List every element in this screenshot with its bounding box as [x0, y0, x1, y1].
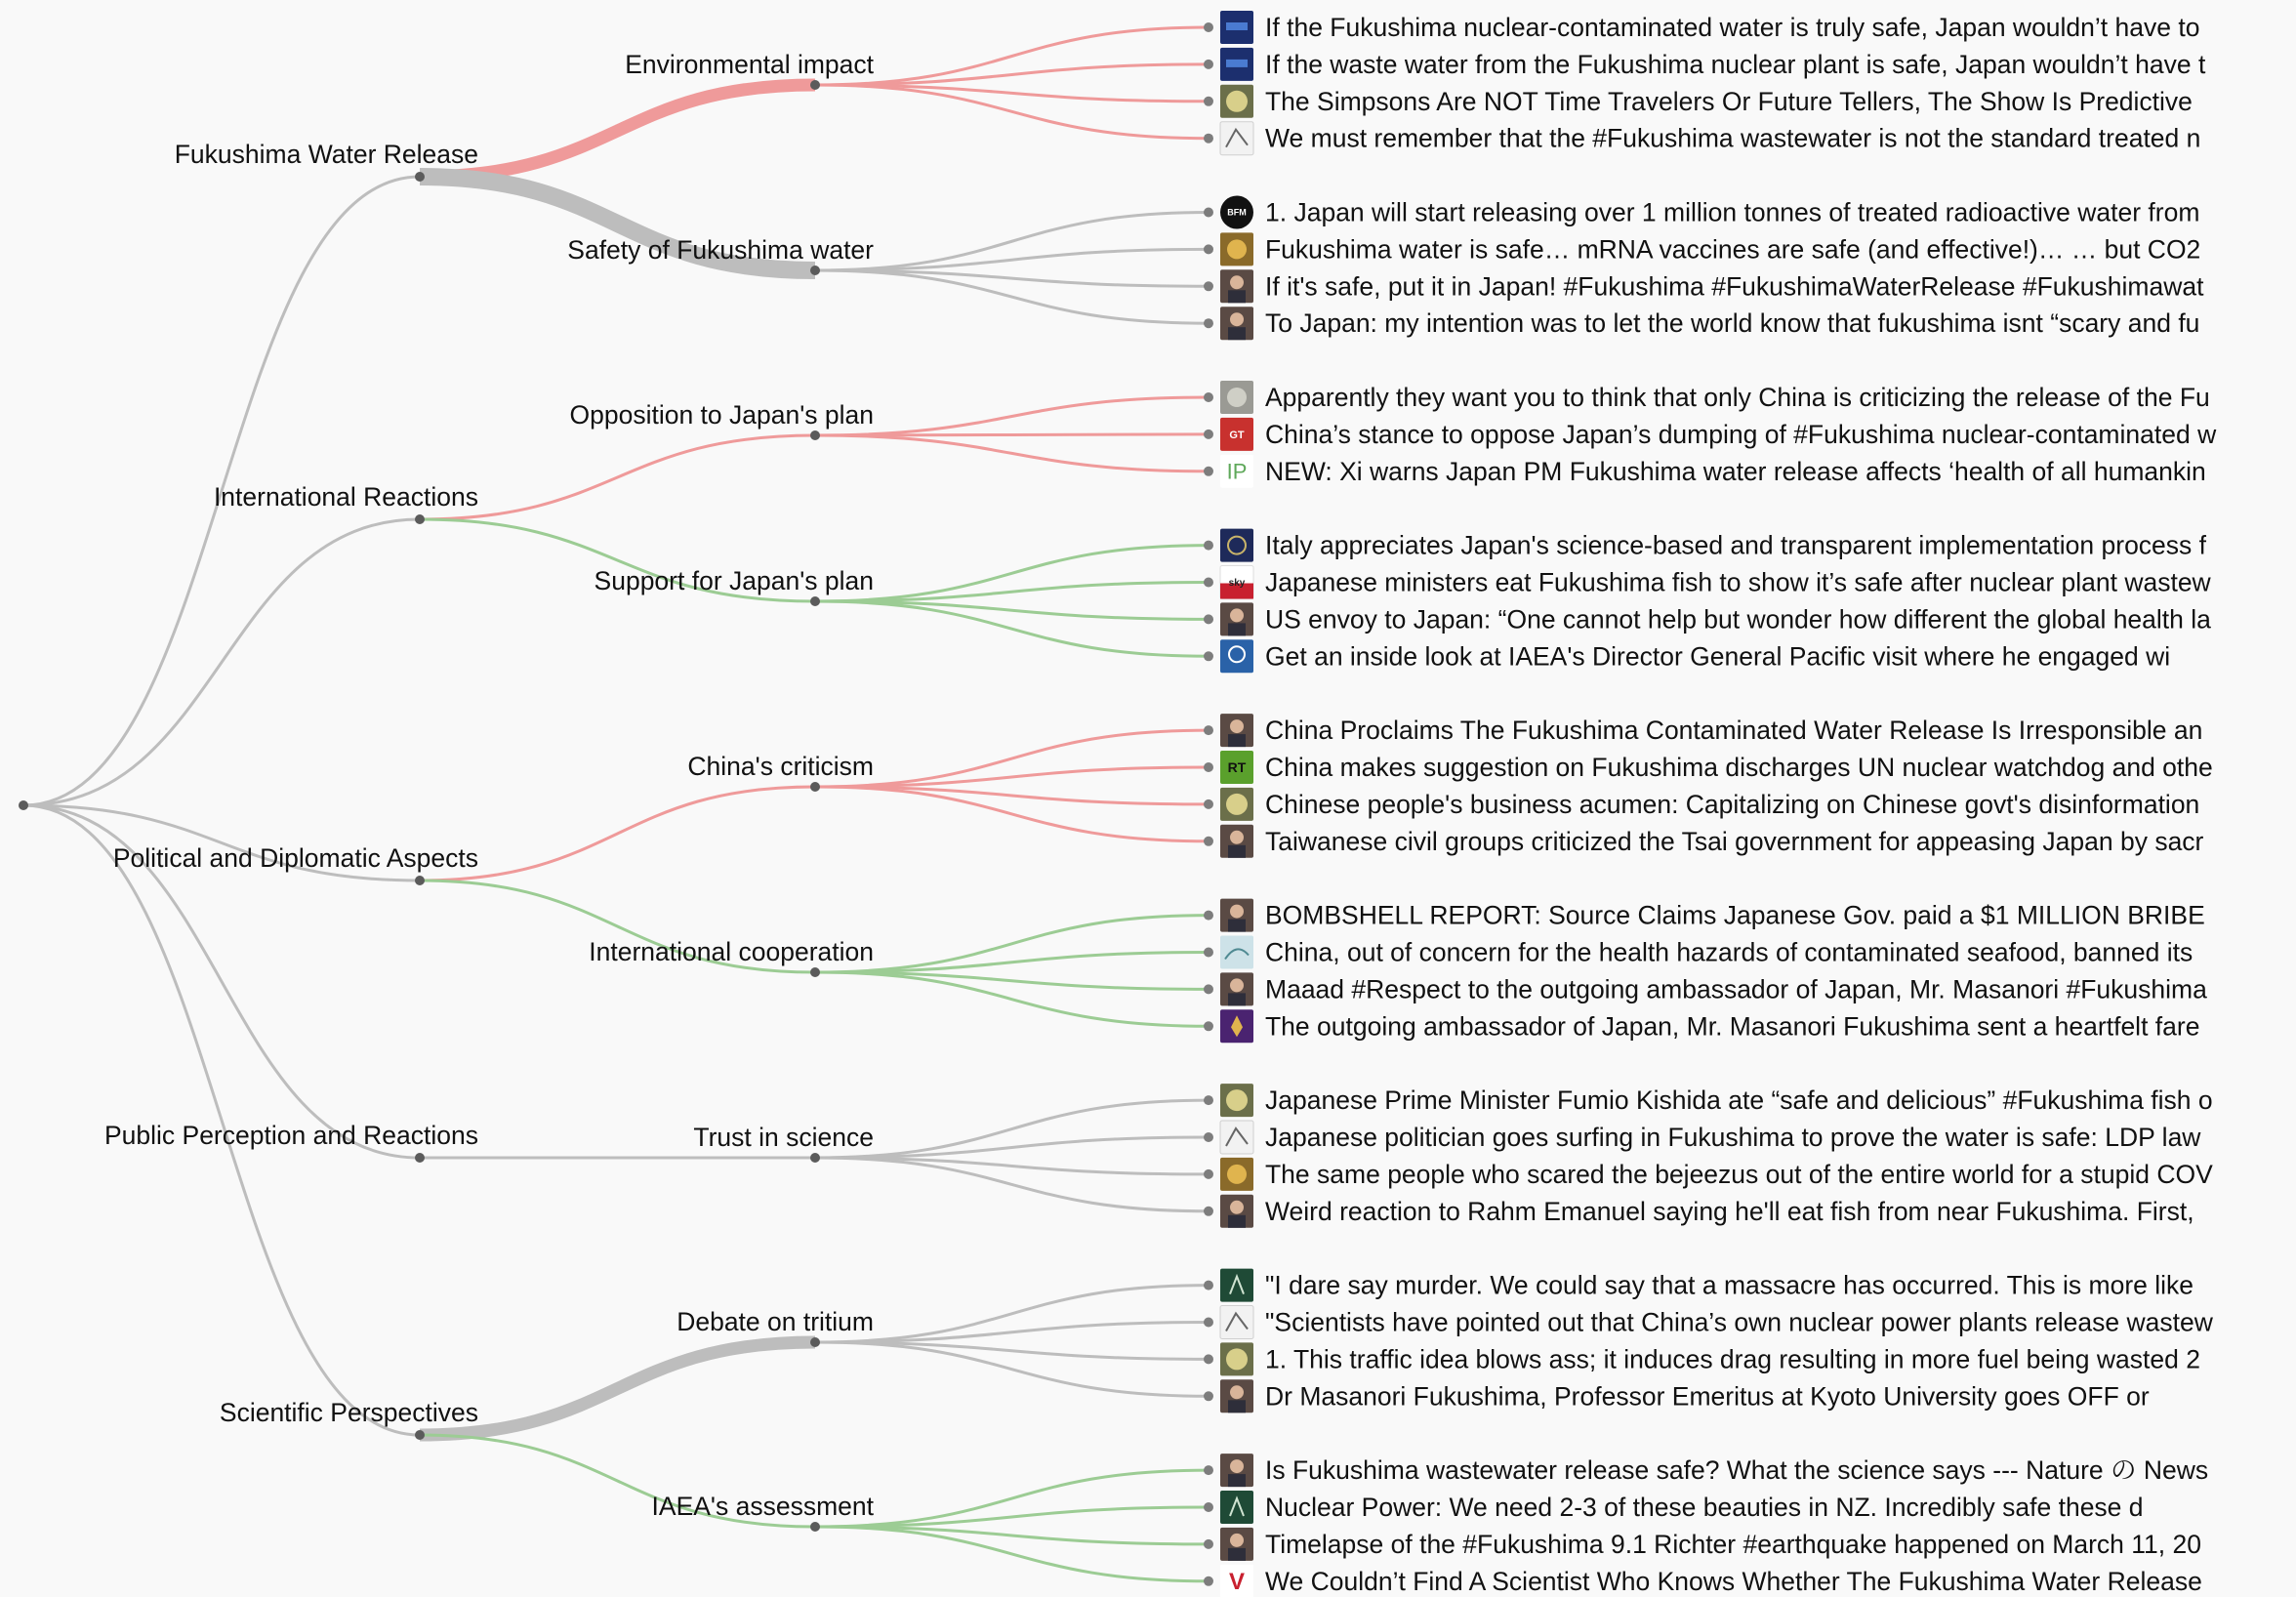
topic-node [810, 596, 820, 606]
post-avatar-map-thumb[interactable] [1220, 936, 1253, 969]
post-text[interactable]: The outgoing ambassador of Japan, Mr. Masanori Fukushima sent a heartfelt fare [1265, 1011, 2200, 1042]
post-avatar-portrait-thumb[interactable] [1220, 1195, 1253, 1228]
link-leaf [815, 27, 1209, 85]
post-avatar-iaea-logo[interactable] [1220, 639, 1253, 673]
post-text[interactable]: NEW: Xi warns Japan PM Fukushima water release affects ‘health of all humankin [1265, 456, 2206, 486]
post-text[interactable]: Fukushima water is safe… mRNA vaccines are safe (and effective!)… … but CO2 [1265, 234, 2201, 265]
category-label-public-perception-and-reactions: Public Perception and Reactions [103, 1121, 478, 1150]
post-avatar-sketch-thumb[interactable] [1220, 1121, 1253, 1154]
leaf-node [1204, 1502, 1213, 1512]
category-node [415, 1430, 425, 1440]
topic-label-trust-in-science: Trust in science [693, 1123, 874, 1152]
leaf-node [1204, 60, 1213, 69]
leaf-node [1204, 22, 1213, 32]
post-avatar-cartoon-thumb[interactable] [1220, 1084, 1253, 1117]
leaf-node [1204, 1169, 1213, 1179]
post-text[interactable]: If the Fukushima nuclear-contaminated water is truly safe, Japan wouldn’t have to [1265, 13, 2200, 42]
topic-label-safety-of-fukushima-water: Safety of Fukushima water [567, 235, 874, 265]
leaf-node [1204, 430, 1213, 439]
link-leaf [815, 435, 1209, 471]
post-avatar-ip-logo[interactable] [1220, 455, 1253, 488]
post-text[interactable]: Dr Masanori Fukushima, Professor Emeritus at Kyoto University goes OFF or [1265, 1381, 2150, 1412]
post-avatar-bfm-news-logo[interactable] [1220, 196, 1253, 229]
leaf-node [1204, 799, 1213, 809]
post-text[interactable]: If the waste water from the Fukushima nuclear plant is safe, Japan wouldn’t have t [1265, 49, 2206, 79]
post-text[interactable]: The same people who scared the bejeezus out of the entire world for a stupid COV [1265, 1159, 2213, 1189]
svg-text:V: V [1228, 1569, 1246, 1596]
category-label-political-and-diplomatic-aspects: Political and Diplomatic Aspects [112, 843, 478, 873]
category-label-scientific-perspectives: Scientific Perspectives [219, 1398, 478, 1427]
post-text[interactable]: Japanese politician goes surfing in Fukushima to prove the water is safe: LDP law [1265, 1123, 2201, 1152]
post-text[interactable]: BOMBSHELL REPORT: Source Claims Japanese Gov. paid a $1 MILLION BRIBE [1265, 900, 2205, 930]
post-text[interactable]: China Proclaims The Fukushima Contaminated Water Release Is Irresponsible an [1265, 716, 2203, 746]
post-avatar-green-logo[interactable] [1220, 1491, 1253, 1524]
post-text[interactable]: "I dare say murder. We could say that a massacre has occurred. This is more like [1265, 1270, 2194, 1300]
topic-node [810, 1153, 820, 1163]
leaf-node [1204, 208, 1213, 218]
leaf-node [1204, 244, 1213, 254]
post-avatar-navy-seal-thumb[interactable] [1220, 529, 1253, 562]
post-text[interactable]: Apparently they want you to think that only China is criticizing the release of the Fu [1265, 383, 2210, 412]
leaf-node [1204, 392, 1213, 402]
leaf-node [1204, 651, 1213, 661]
leaf-node [1204, 578, 1213, 588]
post-text[interactable]: Get an inside look at IAEA's Director General Pacific visit where he engaged wi [1265, 641, 2171, 672]
post-text[interactable]: Maaad #Respect to the outgoing ambassador of Japan, Mr. Masanori #Fukushima [1265, 974, 2207, 1004]
category-node [415, 514, 425, 524]
topic-label-debate-on-tritium: Debate on tritium [676, 1307, 874, 1336]
post-avatar-cartoon-thumb[interactable] [1220, 788, 1253, 821]
topic-label-international-cooperation: International cooperation [589, 937, 874, 966]
post-text[interactable]: If it's safe, put it in Japan! #Fukushima #FukushimaWaterRelease #Fukushimawat [1265, 271, 2204, 302]
leaf-node [1204, 1318, 1213, 1328]
topic-label-environmental-impact: Environmental impact [625, 50, 874, 79]
post-avatar-portrait-thumb[interactable] [1220, 714, 1253, 747]
post-text[interactable]: Italy appreciates Japan's science-based and transparent implementation process f [1265, 530, 2207, 560]
post-text[interactable]: Japanese Prime Minister Fumio Kishida ate “safe and delicious” #Fukushima fish o [1265, 1085, 2213, 1116]
svg-text:sky: sky [1228, 578, 1246, 589]
leaf-node [1204, 725, 1213, 735]
svg-text:RT: RT [1227, 758, 1247, 775]
post-avatar-v-logo[interactable] [1220, 1565, 1253, 1597]
topic-node [810, 266, 820, 275]
post-avatar-portrait-thumb[interactable] [1220, 825, 1253, 858]
topic-node [810, 1337, 820, 1347]
post-avatar-portrait-thumb[interactable] [1220, 972, 1253, 1005]
topic-label-china-s-criticism: China's criticism [687, 752, 874, 781]
category-label-international-reactions: International Reactions [213, 482, 478, 512]
leaf-node [1204, 1281, 1213, 1290]
post-avatar-cartoon-thumb[interactable] [1220, 1342, 1253, 1375]
leaf-node [1204, 614, 1213, 624]
post-avatar-portrait-thumb[interactable] [1220, 1528, 1253, 1561]
post-avatar-navy-thumb[interactable] [1220, 11, 1253, 44]
post-text[interactable]: China, out of concern for the health hazards of contaminated seafood, banned its [1265, 937, 2194, 967]
post-text[interactable]: Timelapse of the #Fukushima 9.1 Richter #earthquake happened on March 11, 20 [1265, 1529, 2201, 1559]
leaf-node [1204, 984, 1213, 994]
leaf-node [1204, 1577, 1213, 1586]
leaf-node [1204, 467, 1213, 476]
topic-node [810, 1522, 820, 1532]
link-root-international-reactions [23, 519, 420, 805]
topic-node [810, 430, 820, 440]
post-avatar-portrait-thumb[interactable] [1220, 307, 1253, 340]
post-avatar-portrait-thumb[interactable] [1220, 269, 1253, 303]
post-text[interactable]: The Simpsons Are NOT Time Travelers Or Future Tellers, The Show Is Predictive [1265, 86, 2193, 116]
post-avatar-portrait-thumb[interactable] [1220, 899, 1253, 932]
post-avatar-purple-logo[interactable] [1220, 1009, 1253, 1043]
post-avatar-grey-thumb[interactable] [1220, 381, 1253, 414]
post-text[interactable]: "Scientists have pointed out that China’s own nuclear power plants release wastew [1265, 1307, 2213, 1337]
category-node [415, 876, 425, 885]
link-china-s-criticism [420, 787, 815, 880]
post-text[interactable]: Taiwanese civil groups criticized the Tsai government for appeasing Japan by sacr [1265, 826, 2204, 856]
leaf-node [1204, 911, 1213, 921]
tree-leaves [1204, 11, 2217, 1597]
topic-label-iaea-s-assessment: IAEA's assessment [651, 1492, 874, 1521]
category-node [415, 172, 425, 182]
post-avatar-portrait-thumb[interactable] [1220, 602, 1253, 635]
post-text[interactable]: Nuclear Power: We need 2-3 of these beauties in NZ. Incredibly safe these d [1265, 1493, 2144, 1522]
leaf-node [1204, 134, 1213, 143]
topic-label-support-for-japan-s-plan: Support for Japan's plan [594, 566, 874, 595]
leaf-node [1204, 1207, 1213, 1216]
post-avatar-gold-thumb[interactable] [1220, 1158, 1253, 1191]
leaf-node [1204, 948, 1213, 958]
post-text[interactable]: We Couldn’t Find A Scientist Who Knows Whether The Fukushima Water Release [1265, 1566, 2202, 1596]
link-leaf [815, 1100, 1209, 1158]
link-debate-on-tritium [420, 1342, 815, 1435]
leaf-node [1204, 1391, 1213, 1401]
leaf-node [1204, 837, 1213, 846]
post-avatar-sky-news-logo[interactable] [1220, 566, 1253, 599]
leaf-node [1204, 762, 1213, 772]
svg-text:IP: IP [1226, 459, 1248, 484]
post-text[interactable]: China’s stance to oppose Japan’s dumping of #Fukushima nuclear-contaminated w [1265, 419, 2217, 449]
leaf-node [1204, 1132, 1213, 1142]
post-text[interactable]: To Japan: my intention was to let the world know that fukushima isnt “scary and fu [1265, 308, 2200, 339]
topic-node [810, 80, 820, 90]
leaf-node [1204, 541, 1213, 551]
topic-node [810, 782, 820, 792]
post-avatar-global-times-logo[interactable] [1220, 418, 1253, 451]
link-leaf [815, 397, 1209, 435]
post-avatar-rt-logo[interactable] [1220, 751, 1253, 784]
leaf-node [1204, 1021, 1213, 1031]
post-avatar-sketch-thumb[interactable] [1220, 1306, 1253, 1339]
post-avatar-gold-thumb[interactable] [1220, 232, 1253, 266]
category-label-fukushima-water-release: Fukushima Water Release [174, 140, 478, 169]
leaf-node [1204, 1354, 1213, 1364]
root-node [19, 800, 28, 810]
leaf-node [1204, 1539, 1213, 1549]
post-text[interactable]: 1. This traffic idea blows ass; it induces drag resulting in more fuel being wasted 2 [1265, 1344, 2200, 1374]
post-text[interactable]: Chinese people's business acumen: Capitalizing on Chinese govt's disinformation [1265, 789, 2200, 819]
leaf-node [1204, 1095, 1213, 1105]
leaf-node [1204, 318, 1213, 328]
post-text[interactable]: Japanese ministers eat Fukushima fish to show it’s safe after nuclear plant wastew [1265, 567, 2211, 597]
leaf-node [1204, 281, 1213, 291]
leaf-node [1204, 1465, 1213, 1475]
post-avatar-portrait-thumb[interactable] [1220, 1454, 1253, 1487]
topic-label-opposition-to-japan-s-plan: Opposition to Japan's plan [569, 400, 874, 430]
svg-text:BFM: BFM [1227, 207, 1247, 218]
leaf-node [1204, 97, 1213, 106]
post-text[interactable]: Weird reaction to Rahm Emanuel saying he'll eat fish from near Fukushima. First, [1265, 1196, 2194, 1226]
svg-text:GT: GT [1229, 429, 1245, 441]
post-avatar-green-logo[interactable] [1220, 1269, 1253, 1302]
post-text[interactable]: Is Fukushima wastewater release safe? What the science says --- Nature の News [1265, 1455, 2209, 1486]
topic-node [810, 967, 820, 977]
post-avatar-navy-thumb[interactable] [1220, 48, 1253, 81]
post-avatar-portrait-thumb[interactable] [1220, 1379, 1253, 1413]
post-avatar-sketch-thumb[interactable] [1220, 122, 1253, 155]
link-environmental-impact [420, 85, 815, 177]
post-text[interactable]: US envoy to Japan: “One cannot help but wonder how different the global health la [1265, 604, 2211, 635]
post-avatar-cartoon-thumb[interactable] [1220, 85, 1253, 118]
post-text[interactable]: 1. Japan will start releasing over 1 million tonnes of treated radioactive water from [1265, 197, 2200, 227]
post-text[interactable]: China makes suggestion on Fukushima discharges UN nuclear watchdog and othe [1265, 753, 2213, 782]
link-opposition-to-japan-s-plan [420, 435, 815, 519]
category-node [415, 1153, 425, 1163]
post-text[interactable]: We must remember that the #Fukushima wastewater is not the standard treated n [1265, 123, 2201, 153]
link-leaf [815, 213, 1209, 271]
